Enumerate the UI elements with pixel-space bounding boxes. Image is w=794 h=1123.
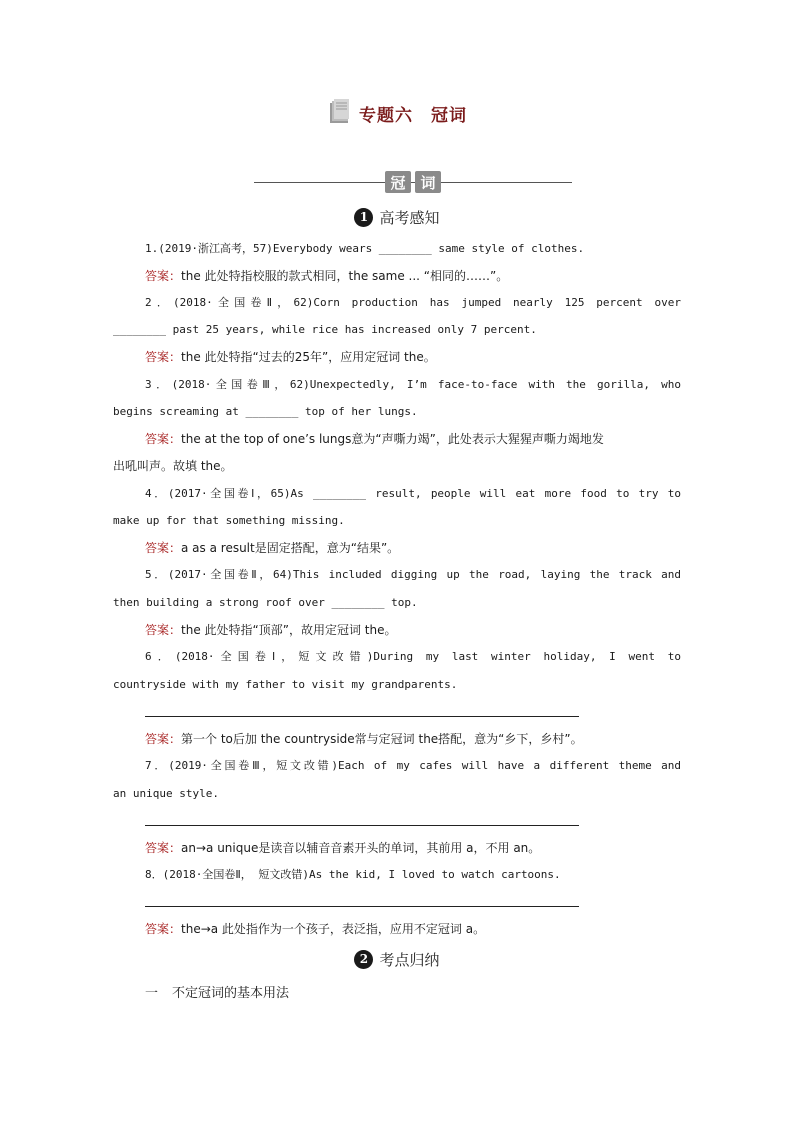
section-heading [0, 205, 794, 229]
question-7-line-1: 7．(2019·全国卷Ⅲ，短文改错)Each of my cafes will have a different theme and [145, 759, 681, 772]
answer-blank-line [145, 825, 579, 826]
answer-blank-line [145, 906, 579, 907]
question-3-line-2: begins screaming at ________ top of her lungs. [113, 405, 418, 418]
answer-4 [145, 540, 713, 557]
page-title [0, 96, 794, 130]
question-5-line-1: 5．(2017·全国卷Ⅱ，64)This included digging up the road, laying the track and [145, 568, 681, 581]
answer-6 [145, 731, 713, 748]
answer-text: the 此处特指“过去的25年”，应用定冠词 the。 [181, 350, 436, 364]
question-3-line-1: 3．(2018·全国卷Ⅲ，62)Unexpectedly, I’m face-to-face with the gorilla, who [145, 378, 681, 391]
subsection-number: 一 [145, 986, 159, 1001]
book-icon [327, 97, 351, 129]
answer-label: 答案： [145, 841, 182, 855]
answer-5 [145, 622, 713, 639]
answer-7 [145, 840, 713, 857]
answer-text: 第一个 to后加 the countryside常与定冠词 the搭配，意为“乡下，乡村”。 [181, 732, 583, 746]
answer-text: a as a result是固定搭配，意为“结果”。 [181, 541, 400, 555]
question-5-line-2: then building a strong roof over ________ top. [113, 596, 418, 609]
answer-label: 答案： [145, 269, 182, 283]
section-number-badge: 2 [354, 950, 373, 969]
question-8: 8．(2018·全国卷Ⅱ， 短文改错)As the kid, I loved to watch cartoons. [145, 868, 561, 881]
answer-8 [145, 921, 713, 938]
question-2-line-1: 2．(2018·全国卷Ⅱ，62)Corn production has jumped nearly 125 percent over [145, 296, 681, 309]
question-6-line-1: 6．(2018·全国卷Ⅰ，短文改错)During my last winter holiday, I went to [145, 650, 681, 663]
answer-label: 答案： [145, 922, 182, 936]
question-4-line-1: 4．(2017·全国卷Ⅰ，65)As ________ result, people will eat more food to try to [145, 487, 681, 500]
banner-rule [254, 182, 572, 183]
question-1: 1.(2019·浙江高考，57)Everybody wears ________ same style of clothes. [145, 242, 585, 255]
answer-text: the 此处特指“顶部”，故用定冠词 the。 [181, 623, 397, 637]
banner-char: 词 [415, 171, 441, 193]
answer-3-line-1 [145, 431, 713, 448]
banner-char: 冠 [385, 171, 411, 193]
answer-1 [145, 268, 713, 285]
answer-label: 答案： [145, 732, 182, 746]
section-heading [0, 947, 794, 971]
section-label: 考点归纳 [379, 950, 440, 969]
answer-2 [145, 349, 713, 366]
title-topic: 专题六 [359, 105, 413, 126]
answer-label: 答案： [145, 432, 182, 446]
answer-3-line-2: 出吼叫声。故填 the。 [113, 459, 233, 473]
answer-label: 答案： [145, 350, 182, 364]
title-name: 冠词 [431, 105, 467, 126]
answer-label: 答案： [145, 623, 182, 637]
answer-text: the→a 此处指作为一个孩子，表泛指，应用不定冠词 a。 [181, 922, 486, 936]
section-label: 高考感知 [379, 208, 440, 227]
answer-text: an→a unique是读音以辅音音素开头的单词，其前用 a，不用 an。 [181, 841, 541, 855]
question-4-line-2: make up for that something missing. [113, 514, 345, 527]
subsection-heading [145, 982, 289, 1001]
question-6-line-2: countryside with my father to visit my grandparents. [113, 678, 458, 691]
question-7-line-2: an unique style. [113, 787, 219, 800]
topic-banner [254, 170, 572, 196]
subsection-title: 不定冠词的基本用法 [172, 986, 290, 1001]
answer-text: the 此处特指校服的款式相同，the same ... “相同的……”。 [181, 269, 509, 283]
question-2-line-2: ________ past 25 years, while rice has increased only 7 percent. [113, 323, 537, 336]
answer-blank-line [145, 716, 579, 717]
section-number-badge: 1 [354, 208, 373, 227]
answer-label: 答案： [145, 541, 182, 555]
answer-text: the at the top of one’s lungs意为“声嘶力竭”，此处表示大猩猩声嘶力竭地发 [181, 432, 604, 446]
